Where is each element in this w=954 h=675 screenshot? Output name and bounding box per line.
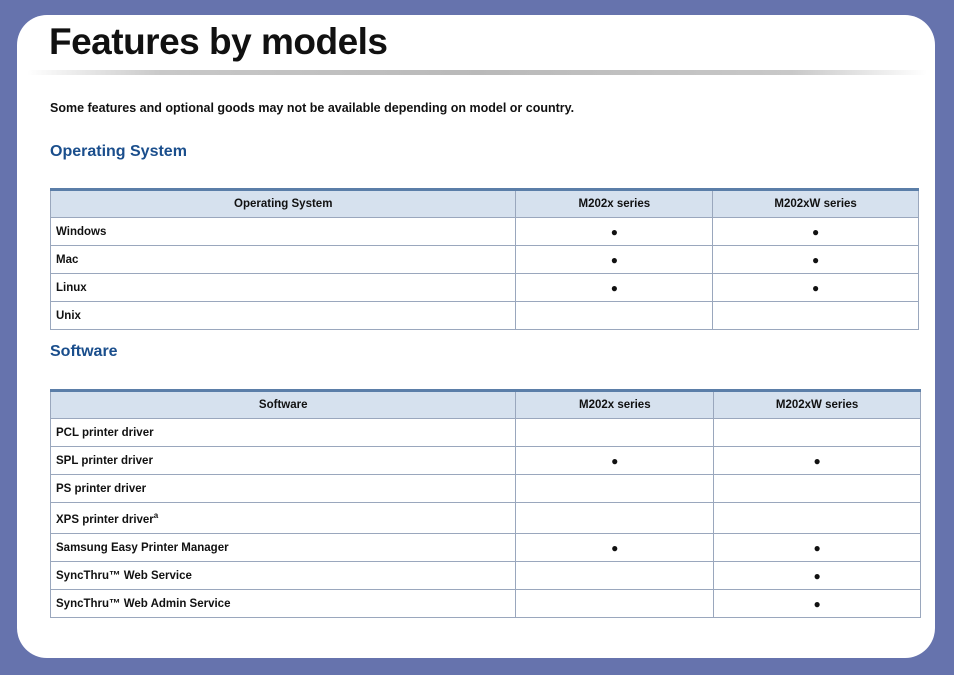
table-header-row	[51, 391, 921, 419]
support-mark-m202xw: ●	[713, 246, 919, 274]
software-table	[50, 389, 921, 618]
table-row	[51, 274, 919, 302]
software-section-heading: Software	[50, 343, 118, 360]
support-mark-m202xw	[713, 302, 919, 330]
support-mark-m202xw	[714, 503, 921, 534]
support-mark-m202x: ●	[516, 447, 714, 475]
support-mark-m202x: ●	[516, 218, 713, 246]
table-row	[51, 218, 919, 246]
support-mark-m202x	[516, 302, 713, 330]
support-mark-m202x	[516, 590, 714, 618]
support-mark-m202xw: ●	[713, 274, 919, 302]
availability-note: Some features and optional goods may not be available depending on model or country.	[50, 101, 575, 115]
table-row	[51, 447, 921, 475]
table-row	[51, 562, 921, 590]
support-mark-m202x	[516, 475, 714, 503]
row-label: Unix	[51, 302, 516, 330]
support-mark-m202xw	[714, 475, 921, 503]
column-header-m202xw: M202xW series	[713, 190, 919, 218]
support-mark-m202x: ●	[516, 246, 713, 274]
support-mark-m202x: ●	[516, 534, 714, 562]
table-header-row	[51, 190, 919, 218]
row-label: PCL printer driver	[51, 419, 516, 447]
os-table	[50, 188, 919, 330]
table-row	[51, 302, 919, 330]
row-label: Linux	[51, 274, 516, 302]
row-label	[51, 503, 516, 534]
row-label-text: XPS printer driver	[56, 513, 154, 526]
row-label: SPL printer driver	[51, 447, 516, 475]
column-header-software: Software	[51, 391, 516, 419]
os-section-heading: Operating System	[50, 143, 187, 160]
support-mark-m202x	[516, 419, 714, 447]
table-row	[51, 246, 919, 274]
table-row	[51, 534, 921, 562]
table-row	[51, 475, 921, 503]
row-label: Samsung Easy Printer Manager	[51, 534, 516, 562]
support-mark-m202x: ●	[516, 274, 713, 302]
support-mark-m202xw: ●	[714, 534, 921, 562]
column-header-m202x: M202x series	[516, 391, 714, 419]
page-title: Features by models	[49, 21, 388, 62]
row-label: Mac	[51, 246, 516, 274]
column-header-os: Operating System	[51, 190, 516, 218]
row-label: Windows	[51, 218, 516, 246]
support-mark-m202x	[516, 503, 714, 534]
page	[17, 15, 935, 658]
support-mark-m202xw: ●	[713, 218, 919, 246]
table-row	[51, 503, 921, 534]
table-row	[51, 419, 921, 447]
row-label: SyncThru™ Web Service	[51, 562, 516, 590]
support-mark-m202xw: ●	[714, 447, 921, 475]
row-label: SyncThru™ Web Admin Service	[51, 590, 516, 618]
column-header-m202x: M202x series	[516, 190, 713, 218]
support-mark-m202xw: ●	[714, 590, 921, 618]
footnote-marker: a	[153, 510, 159, 520]
support-mark-m202x	[516, 562, 714, 590]
support-mark-m202xw: ●	[714, 562, 921, 590]
title-divider	[27, 70, 927, 75]
column-header-m202xw: M202xW series	[714, 391, 921, 419]
support-mark-m202xw	[714, 419, 921, 447]
row-label: PS printer driver	[51, 475, 516, 503]
table-row	[51, 590, 921, 618]
